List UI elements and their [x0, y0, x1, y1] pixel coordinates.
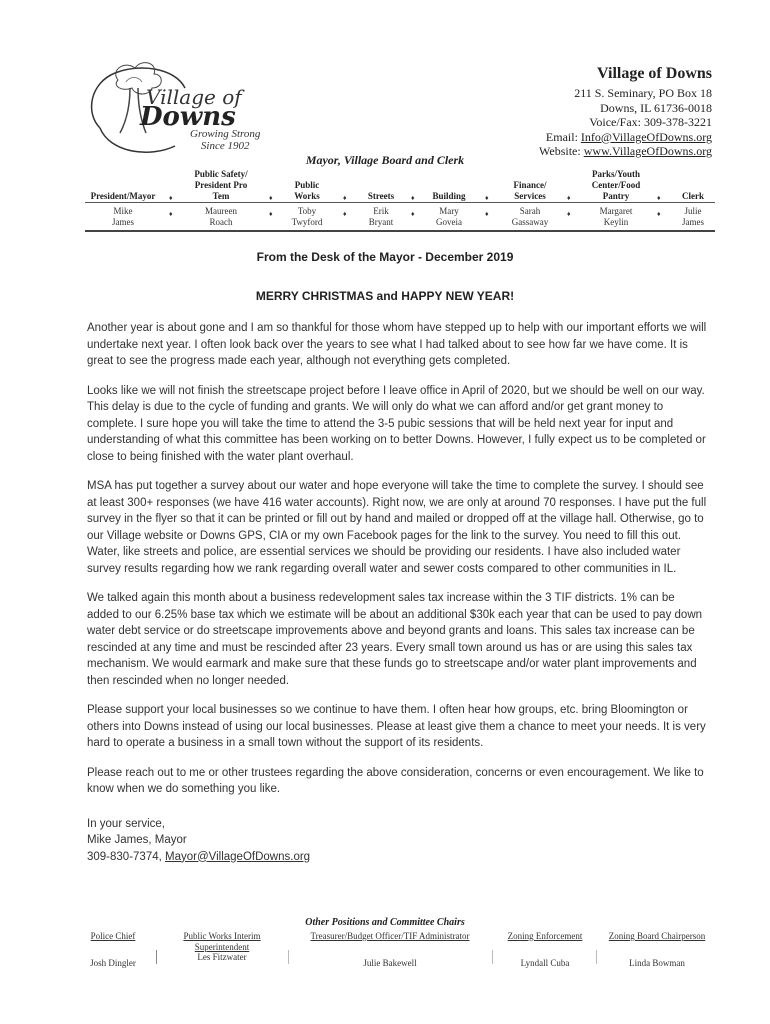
position-separator [492, 950, 493, 964]
officer-name-l1: Margaret [599, 206, 633, 216]
signature-block [87, 816, 709, 866]
officer-col-parks [581, 168, 651, 232]
position-name: Lyndall Cuba [520, 957, 570, 968]
officer-name-l2: Twyford [291, 216, 323, 227]
position-title: Zoning Board Chairperson [608, 931, 706, 941]
bullet-icon: ♦ [657, 210, 661, 218]
position-title: Treasurer/Budget Officer/TIF Administrator [310, 931, 470, 941]
officer-name [497, 206, 563, 227]
position-separator [156, 950, 157, 964]
org-name: Village of Downs [597, 65, 712, 82]
officer-title [351, 191, 411, 202]
position-separator [596, 950, 597, 964]
officer-col-works [277, 168, 337, 232]
officer-name-l1: Erik [373, 206, 389, 216]
letter-title: From the Desk of the Mayor - December 2019 [256, 250, 514, 264]
officer-name-l1: Mike [113, 206, 133, 216]
officer-col-finance [497, 168, 563, 232]
letter-greeting: MERRY CHRISTMAS and HAPPY NEW YEAR! [255, 289, 515, 303]
contact-block [539, 64, 712, 159]
bullet-icon: ♦ [485, 210, 489, 218]
officer-col-building [419, 168, 479, 232]
position-public-works [172, 931, 272, 963]
officer-name-l2: Bryant [368, 216, 394, 227]
bullet-icon: ♦ [485, 194, 489, 202]
officer-title [419, 191, 479, 202]
logo-tagline-1: Growing Strong [190, 128, 261, 140]
email-link[interactable]: Info@VillageOfDowns.org [580, 129, 712, 144]
website-label: Website: [539, 144, 584, 158]
officer-col-mayor [85, 168, 161, 232]
paragraph: Another year is about gone and I am so thankful for those whom have stepped up to help with our important efforts we will undertake next year. I often look back over the years to see what I had talked about to see how far we have come. It is great to see the progress made each year, although not everything gets completed. [87, 322, 707, 367]
officer-col-safety [181, 168, 261, 232]
officer-title [581, 169, 651, 202]
email-label: Email: [545, 129, 581, 144]
officer-name-l2: James [112, 216, 134, 227]
position-title: Public Works Interim [183, 931, 261, 941]
officer-name-l1: Mary [439, 206, 459, 216]
bullet-icon: ♦ [169, 210, 173, 218]
officer-col-clerk [671, 168, 715, 232]
position-zoning-enforcement [500, 931, 590, 968]
paragraph: Looks like we will not finish the streetscape project before I leave office in April of 2020, but we should be well on our way. This delay is due to the cycle of funding and grants. We will only do what we can afford and/or get grant money to complete. I sure hope you will take the time to attend the 3-5 pubic sessions that will be held next year for input and understanding of what this committee has been working on to better Downs. However, I fully expect us to be completed or close to being finished with the water plant overhaul. [87, 384, 706, 463]
position-name: Julie Bakewell [363, 957, 417, 968]
officer-name-l2: Gassaway [511, 216, 549, 227]
officer-name [277, 206, 337, 227]
other-positions-title: Other Positions and Committee Chairs [305, 917, 465, 928]
officer-title-l2: Finance/ [513, 180, 547, 190]
bullet-icon: ♦ [343, 194, 347, 202]
paragraph: Please support your local businesses so we continue to have them. I often hear how groups, etc. bring Bloomington or others into Downs instead of using our local businesses. Please at least give them a chance to meet your needs. It is very hard to operate a business in a small town without the support of its residents. [87, 704, 706, 749]
officer-name-l2: Roach [209, 216, 233, 227]
officer-title-l3: Tem [212, 191, 230, 201]
position-name: Linda Bowman [629, 957, 685, 968]
bullet-icon: ♦ [269, 210, 273, 218]
logo-village-of: Village of [146, 85, 242, 109]
officer-name-l1: Julie [684, 206, 702, 216]
officer-title-l3: Streets [367, 191, 395, 201]
position-title: Zoning Enforcement [507, 931, 583, 941]
officer-title [671, 191, 715, 202]
bullet-icon: ♦ [169, 194, 173, 202]
bullet-icon: ♦ [269, 194, 273, 202]
officer-name-l1: Maureen [205, 206, 237, 216]
officer-title-l2: President Pro [194, 180, 248, 190]
officer-title-l3: Pantry [602, 191, 630, 201]
paragraph: We talked again this month about a business redevelopment sales tax increase within the 3 TIF districts. 1% can be added to our 6.25% base tax which we estimate will be about an additional $30k each year that can be used to pay down water debt service or do streetscape improvements above and beyond grants and loans. This sales tax increase can be rescinded at any time and must be rescinded after 23 years. Every small town around us has or are using this sales tax mechanism. We would earmark and make sure that these funds go to streetscape and/or water plant improvements and then rescinded when no longer needed. [87, 592, 703, 687]
email-line [539, 130, 712, 145]
officer-name-l2: James [682, 216, 704, 227]
signer-phone: 309-830-7374, [87, 850, 166, 863]
officer-title [85, 191, 161, 202]
signer-contact [87, 849, 709, 866]
position-separator [288, 950, 289, 964]
officer-title-l3: President/Mayor [90, 191, 156, 201]
officer-title-l3: Services [514, 191, 546, 201]
bullet-icon: ♦ [411, 210, 415, 218]
officer-title-l1: Public Safety/ [194, 169, 248, 179]
address-line-1: 211 S. Seminary, PO Box 18 [574, 86, 712, 100]
officer-col-streets [351, 168, 411, 232]
position-title-2: Superintendent [194, 941, 250, 952]
officer-name-l2: Keylin [603, 216, 629, 227]
logo-tagline [190, 128, 260, 152]
logo-downs: Downs [140, 102, 236, 132]
bullet-icon: ♦ [411, 194, 415, 202]
position-treasurer [300, 931, 480, 968]
bullet-icon: ♦ [657, 194, 661, 202]
officer-name-l1: Sarah [519, 206, 541, 216]
position-name: Josh Dingler [90, 957, 136, 968]
officer-name [181, 206, 261, 227]
officer-title-l2: Center/Food [591, 180, 641, 190]
closing: In your service, [87, 817, 165, 830]
bullet-icon: ♦ [567, 210, 571, 218]
officer-name [671, 206, 715, 227]
paragraph: MSA has put together a survey about our water and hope everyone will take the time to complete the survey. I should see at least 300+ responses (we have 416 water accounts). Right now, we are only at around 70 responses. I have put the full survey in the flyer so that it can be printed or fill out by hand and mailed or dropped off at the village hall. Otherwise, go to our Village website or Downs GPS, CIA or my own Facebook pages for the link to the survey. You need to fill this out. Water, like streets and police, are essential services we should be providing our residents. I have also included water survey results regarding how we rank regarding overall water and sewer costs compared to other communities in IL. [87, 480, 707, 575]
officer-name-l1: Toby [297, 206, 317, 216]
officer-title-l3: Clerk [682, 191, 704, 201]
bullet-icon: ♦ [343, 210, 347, 218]
officer-title [277, 180, 337, 202]
website-link[interactable]: www.VillageOfDowns.org [583, 144, 712, 158]
position-title: Police Chief [90, 931, 136, 941]
letter-body [87, 320, 709, 865]
paragraph: Please reach out to me or other trustees regarding the above consideration, concerns or even encouragement. We like to know when we do something you like. [87, 766, 704, 795]
officers-rule-bottom [85, 230, 715, 232]
signer: Mike James, Mayor [87, 834, 187, 846]
officers-table [85, 168, 715, 232]
address-line-2: Downs, IL 61736-0018 [600, 100, 712, 115]
officer-name-l2: Goveia [436, 216, 462, 227]
bullet-icon: ♦ [567, 194, 571, 202]
officer-title [181, 169, 261, 202]
phone-fax: Voice/Fax: 309-378-3221 [589, 115, 712, 129]
position-police-chief [80, 931, 146, 968]
mayor-email-link[interactable]: Mayor@VillageOfDowns.org [165, 850, 311, 863]
logo-tagline-2: Since 1902 [200, 140, 250, 152]
officer-title-l3: Building [432, 191, 466, 201]
board-title: Mayor, Village Board and Clerk [305, 153, 465, 167]
officer-name [85, 206, 161, 227]
position-name: Les Fitzwater [197, 952, 247, 962]
officer-name [351, 206, 411, 227]
officer-title [497, 180, 563, 202]
officer-title-l2: Public [294, 180, 320, 190]
officer-title-l1: Parks/Youth [591, 169, 640, 179]
position-zoning-board [600, 931, 714, 968]
officer-name [581, 206, 651, 227]
officer-name [419, 206, 479, 227]
officer-title-l3: Works [294, 191, 320, 201]
